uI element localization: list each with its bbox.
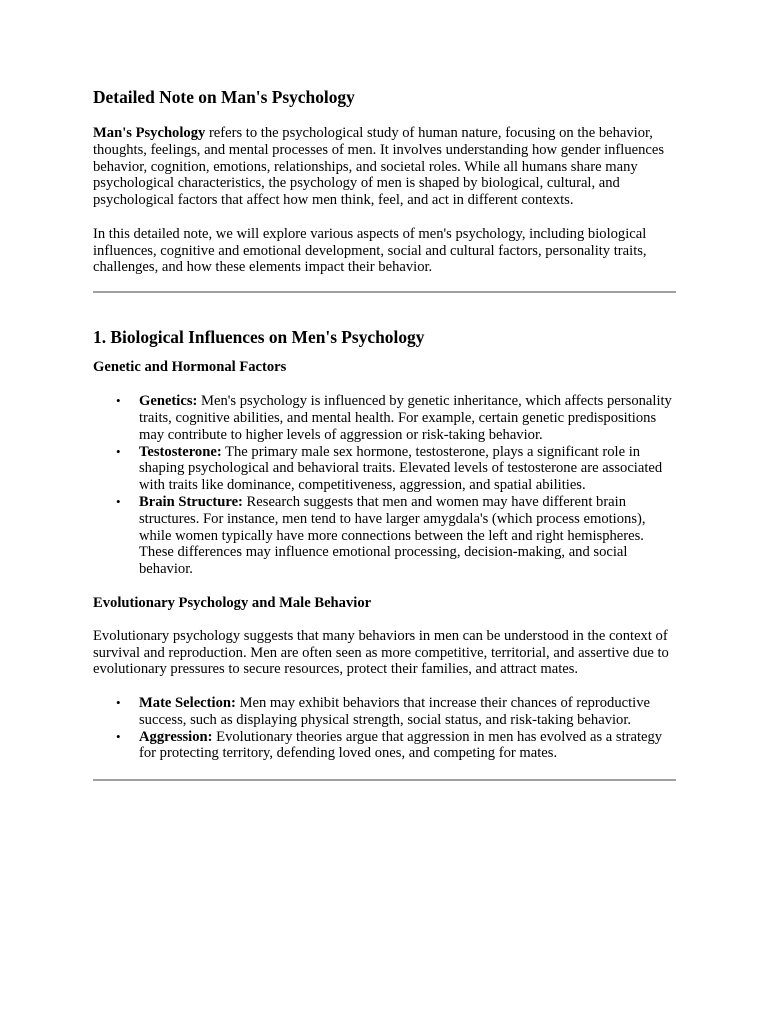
list-item-term: Mate Selection: [139,694,236,711]
list-item-text: Research suggests that men and women may have different brain structures. For instance, men tend to have larger amygdala's (which process emotions), while women typically have more connections between the left and right hemispheres. These differences may influence emotional processing, decision-making, and social behavior. [139,493,646,578]
list-item-text: Men's psychology is influenced by genetic inheritance, which affects personality traits, cognitive abilities, and mental health. For example, certain genetic predispositions may contribute to higher levels of aggression or risk-taking behavior. [139,393,672,443]
bullet-icon: • [116,443,121,459]
list-item-text: The primary male sex hormone, testosterone, plays a significant role in shaping psychological and behavioral traits. Elevated levels of testosterone are associated with traits like dominance, competitiveness, aggression, and spatial abilities. [139,443,663,494]
list-item-brain-structure [116,493,676,578]
list-item-testosterone [116,443,676,494]
intro-term: Man's Psychology [93,125,206,141]
list-item-genetics [116,393,676,443]
subsection-genetic-heading: Genetic and Hormonal Factors [93,359,287,376]
list-item-aggression [116,728,676,763]
bullet-icon: • [116,493,121,509]
list-item-text: Men may exhibit behaviors that increase their chances of reproductive success, such as displaying physical strength, social status, and risk-taking behavior. [139,694,650,728]
section-divider [93,291,676,293]
evolutionary-paragraph: Evolutionary psychology suggests that many behaviors in men can be understood in the context of survival and reproduction. Men are often seen as more competitive, territorial, and assertive due to evolutionary pressures to secure resources, protect their families, and attract mates. [93,627,669,678]
bullet-icon: • [116,393,121,409]
list-item-text: Evolutionary theories argue that aggression in men has evolved as a strategy for protecting territory, defending loved ones, and competing for mates. [139,728,663,762]
bullet-icon: • [116,728,121,744]
list-item-term: Testosterone: [139,443,222,460]
bullet-icon: • [116,694,121,710]
section-divider-bottom [93,779,676,781]
list-item-term: Genetics: [139,393,198,410]
list-item-term: Brain Structure: [139,493,243,510]
intro-text: refers to the psychological study of human nature, focusing on the behavior, thoughts, feelings, and mental processes of men. It involves understanding how gender influences behavior, cognition, emotions, relationships, and societal roles. While all humans share many psychological characteristics, the psychology of men is shaped by biological, cultural, and psychological factors that affect how men think, feel, and act in different contexts. [93,125,665,209]
intro-paragraph-2: In this detailed note, we will explore various aspects of men's psychology, including biological influences, cognitive and emotional development, social and cultural factors, personality traits, challenges, and how these elements impact their behavior. [93,225,647,276]
genetic-factors-list [93,393,676,578]
list-item-term: Aggression: [139,728,213,745]
section-1-heading: 1. Biological Influences on Men's Psychology [93,327,425,348]
subsection-evolutionary-heading: Evolutionary Psychology and Male Behavior [93,594,372,611]
document-title: Detailed Note on Man's Psychology [93,87,355,107]
document-page [93,86,676,781]
intro-paragraph [93,125,676,209]
evolutionary-list [93,695,676,762]
list-item-mate-selection [116,694,676,729]
